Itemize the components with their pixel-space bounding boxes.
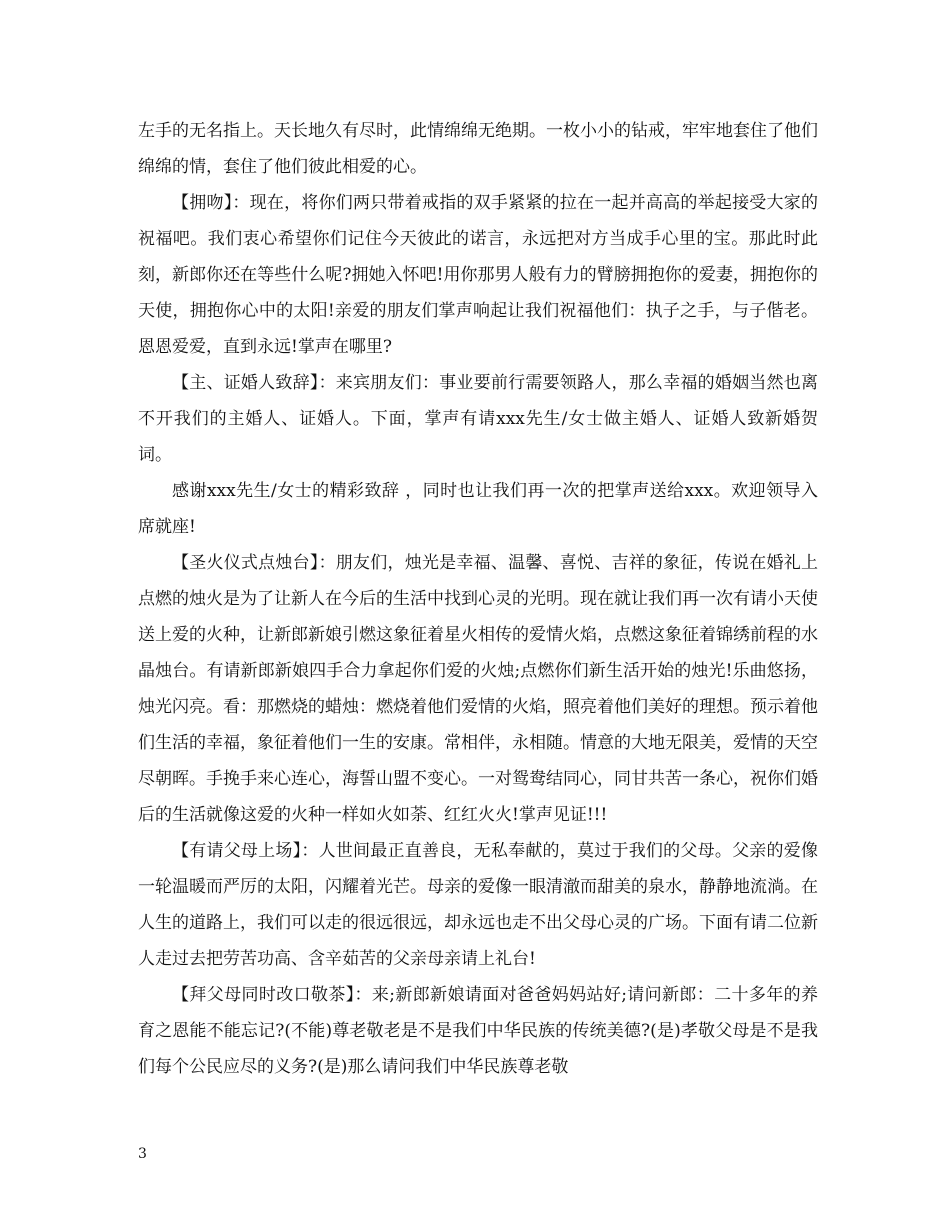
paragraph-embrace: 【拥吻】：现在，将你们两只带着戒指的双手紧紧的拉在一起并高高的举起接受大家的祝福吧。我们衷心希望你们记住今天彼此的诺言，永远把对方当成手心里的宝。那此时此刻，新郎你还在等些什么呢?拥她入怀吧!用你那男人般有力的臂膀拥抱你的爱妻，拥抱你的天使，拥抱你心中的太阳!亲爱的朋友们掌声响起让我们祝福他们：执子之手，与子偕老。恩恩爱爱，直到永远!掌声在哪里?: [138, 193, 818, 357]
document-body: [138, 113, 818, 1085]
paragraph-officiant-speech: 【主、证婚人致辞】：来宾朋友们：事业要前行需要领路人，那么幸福的婚姻当然也离不开我们的主婚人、证婚人。下面，掌声有请xxx先生/女士做主婚人、证婚人致新婚贺词。: [138, 373, 818, 465]
paragraph-parents-entrance: 【有请父母上场】：人世间最正直善良，无私奉献的，莫过于我们的父母。父亲的爱像一轮温暖而严厉的太阳，闪耀着光芒。母亲的爱像一眼清澈而甜美的泉水，静静地流淌。在人生的道路上，我们可以走的很远很远，却永远也走不出父母心灵的广场。下面有请二位新人走过去把劳苦功高、含辛茹苦的父亲母亲请上礼台!: [138, 841, 818, 969]
paragraph-candle-ceremony: 【圣火仪式点烛台】：朋友们，烛光是幸福、温馨、喜悦、吉祥的象征，传说在婚礼上点燃的烛火是为了让新人在今后的生活中找到心灵的光明。现在就让我们再一次有请小天使送上爱的火种，让新郎新娘引燃这象征着星火相传的爱情火焰，点燃这象征着锦绣前程的水晶烛台。有请新郎新娘四手合力拿起你们爱的火烛;点燃你们新生活开始的烛光!乐曲悠扬，烛光闪亮。看：那燃烧的蜡烛：燃烧着他们爱情的火焰，照亮着他们美好的理想。预示着他们生活的幸福，象征着他们一生的安康。常相伴，永相随。情意的大地无限美，爱情的天空尽朝晖。手挽手来心连心，海誓山盟不变心。一对鸳鸯结同心，同甘共苦一条心，祝你们婚后的生活就像这爱的火种一样如火如荼、红红火火!掌声见证!!!: [138, 553, 818, 825]
paragraph-tea-ceremony: 【拜父母同时改口敬茶】：来;新郎新娘请面对爸爸妈妈站好;请问新郎：二十多年的养育之恩能不能忘记?(不能)尊老敬老是不是我们中华民族的传统美德?(是)孝敬父母是不是我们每个公民应尽的义务?(是)那么请问我们中华民族尊老敬: [138, 985, 818, 1077]
page-number: 3: [138, 1146, 147, 1162]
paragraph-1: 左手的无名指上。天长地久有尽时，此情绵绵无绝期。一枚小小的钻戒，牢牢地套住了他们绵绵的情，套住了他们彼此相爱的心。: [138, 121, 818, 177]
paragraph-thanks: 感谢xxx先生/女士的精彩致辞 ，同时也让我们再一次的把掌声送给xxx。欢迎领导入席就座!: [138, 481, 818, 537]
